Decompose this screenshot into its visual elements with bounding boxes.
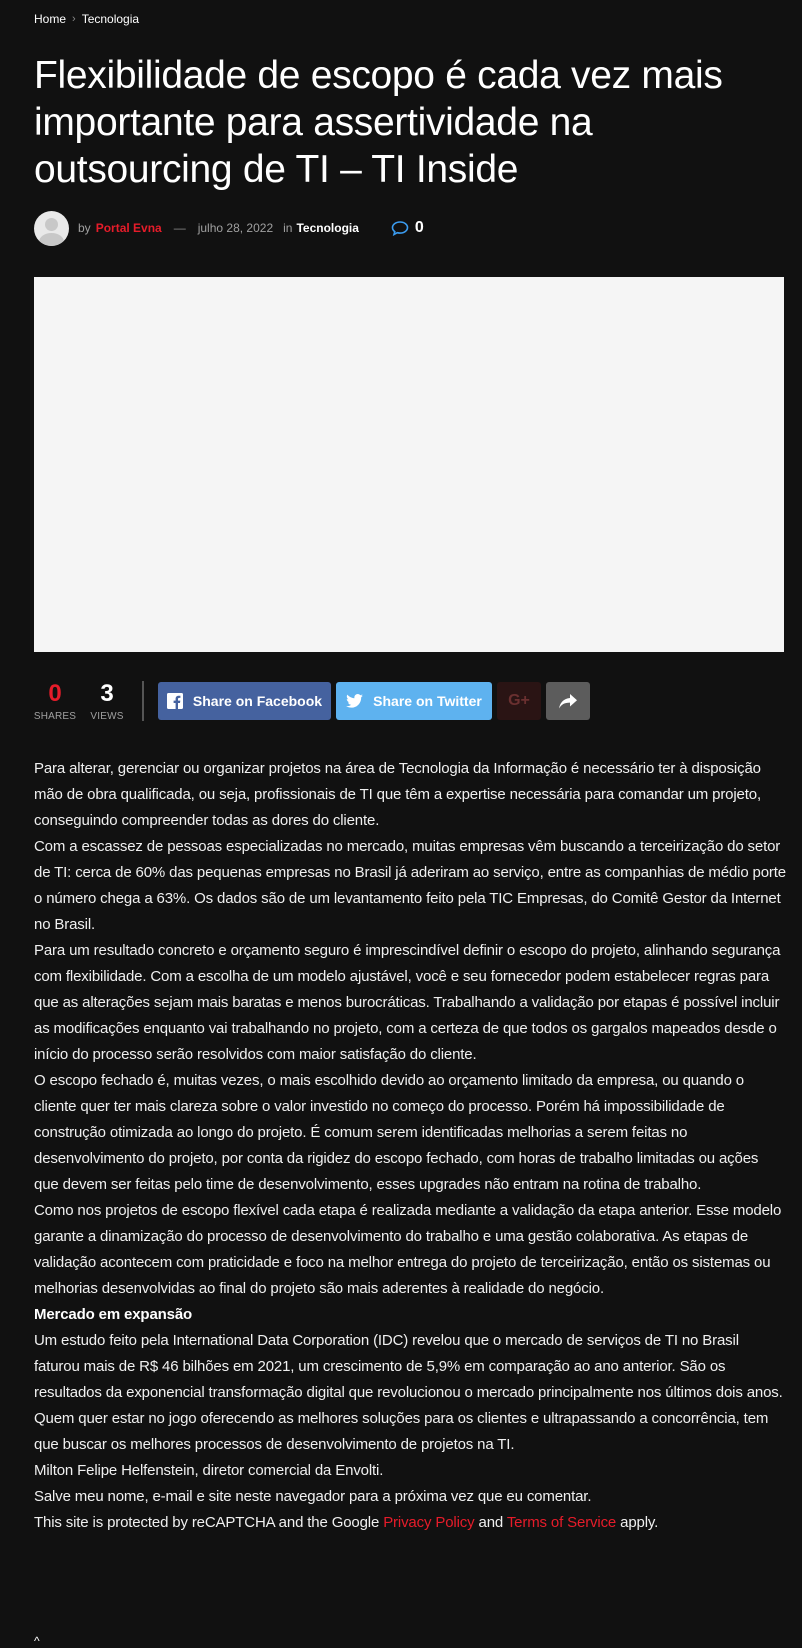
breadcrumb (34, 12, 139, 26)
views-count: 3 (100, 679, 114, 707)
page-title: Flexibilidade de escopo é cada vez mais importante para assertividade na outsourcing de TI – TI Inside (34, 54, 723, 191)
shares-count: 0 (48, 679, 62, 707)
terms-of-service-link[interactable]: Terms of Service (506, 1514, 617, 1531)
breadcrumb-home-link[interactable]: Home (34, 12, 67, 26)
recaptcha-and: and (478, 1514, 504, 1531)
article-paragraph: Para um resultado concreto e orçamento seguro é imprescindível definir o escopo do projeto, alinhando segurança com flexibilidade. Com a escolha de um modelo ajustável, você e seu fornecedor podem estabelecer regras para que as alterações sejam mais baratas e menos burocráticas. Trabalhando a validação por etapas é possível incluir as modificações enquanto vai trabalhando no projeto, com a certeza de que todos os gargalos mapeados desde o início do processo serão resolvidos com maior satisfação do cliente. (34, 942, 781, 1063)
recaptcha-prefix: This site is protected by reCAPTCHA and the Google (34, 1514, 380, 1531)
author-link[interactable]: Portal Evna (95, 221, 162, 235)
facebook-icon (167, 693, 183, 709)
recaptcha-apply: apply. (620, 1514, 659, 1531)
breadcrumb-category-link[interactable]: Tecnologia (81, 12, 140, 26)
share-facebook-button[interactable] (158, 682, 331, 720)
comments-link[interactable] (391, 219, 424, 237)
share-facebook-label: Share on Facebook (192, 693, 323, 709)
google-plus-icon: G+ (508, 692, 530, 709)
article-paragraph: O escopo fechado é, muitas vezes, o mais escolhido devido ao orçamento limitado da empresa, ou quando o cliente quer ter mais clareza sobre o valor investido no começo do processo. Porém há impossibilidade de construção otimizada ao longo do projeto. É comum serem identificadas melhorias a serem feitas no desenvolvimento do projeto, por conta da rigidez do escopo fechado, com horas de trabalho limitadas ou ações que devem ser feitas pelo time de desenvolvimento, esses upgrades não entram na rotina de trabalho. (34, 1072, 759, 1193)
article-paragraph: Milton Felipe Helfenstein, diretor comercial da Envolti. (34, 1462, 384, 1479)
twitter-icon (346, 694, 363, 708)
section-heading: Mercado em expansão (34, 1306, 193, 1323)
share-divider (142, 681, 144, 721)
views-label: VIEWS (90, 710, 124, 722)
article-paragraph: Salve meu nome, e-mail e site neste navegador para a próxima vez que eu comentar. (34, 1488, 592, 1505)
share-bar (34, 680, 784, 722)
article-paragraph: Como nos projetos de escopo flexível cada etapa é realizada mediante a validação da etapa anterior. Esse modelo garante a dinamização do processo de desenvolvimento do trabalho e uma gestão colaborativa. As etapas de validação acontecem com praticidade e foco na melhor entrega do projeto de terceirização, então os sistemas ou melhorias desenvolvidas ao final do projeto são mais aderentes à realidade do negócio. (34, 1202, 782, 1297)
views-stat (86, 681, 128, 722)
category-link[interactable]: Tecnologia (296, 221, 359, 235)
share-twitter-label: Share on Twitter (373, 693, 482, 709)
recaptcha-notice (34, 1510, 786, 1536)
post-date[interactable]: julho 28, 2022 (197, 221, 274, 235)
meta-in-label: in (283, 221, 293, 235)
article-body (34, 756, 786, 1536)
privacy-policy-link[interactable]: Privacy Policy (383, 1514, 475, 1531)
share-google-plus-button[interactable] (497, 682, 541, 720)
share-more-button[interactable] (546, 682, 590, 720)
article-paragraph: Um estudo feito pela International Data Corporation (IDC) revelou que o mercado de serviços de TI no Brasil faturou mais de R$ 46 bilhões em 2021, um crescimento de 5,9% em comparação ao ano anterior. São os resultados da exponencial transformação digital que revolucionou o mercado principalmente nos últimos dois anos. Quem quer estar no jogo oferecendo as melhores soluções para os clientes e ultrapassando a concorrência, tem que buscar os melhores processos de desenvolvimento de projetos na TI. (34, 1332, 783, 1453)
chevron-right-icon: › (72, 13, 76, 25)
comment-icon (391, 220, 409, 236)
user-avatar-icon[interactable] (34, 211, 69, 246)
meta-dash: — (173, 221, 186, 235)
article-paragraph: Para alterar, gerenciar ou organizar projetos na área de Tecnologia da Informação é necessário ter à disposição mão de obra qualificada, ou seja, profissionais de TI que têm a expertise necessária para comandar um projeto, conseguindo compreender todas as dores do cliente. (34, 760, 761, 829)
share-arrow-icon (559, 694, 577, 709)
post-meta (34, 210, 424, 246)
share-twitter-button[interactable] (336, 682, 492, 720)
caret-up-icon[interactable]: ^ (34, 1634, 40, 1648)
comments-count: 0 (414, 219, 424, 236)
meta-by-label: by (78, 221, 91, 235)
featured-image (34, 277, 784, 652)
shares-stat (34, 681, 76, 722)
shares-label: SHARES (33, 710, 77, 722)
article-paragraph: Com a escassez de pessoas especializadas no mercado, muitas empresas vêm buscando a terceirização do setor de TI: cerca de 60% das pequenas empresas no Brasil já aderiram ao serviço, entre as companhias de médio porte o número chega a 63%. Os dados são de um levantamento feito pela TIC Empresas, do Comitê Gestor da Internet no Brasil. (34, 838, 786, 933)
